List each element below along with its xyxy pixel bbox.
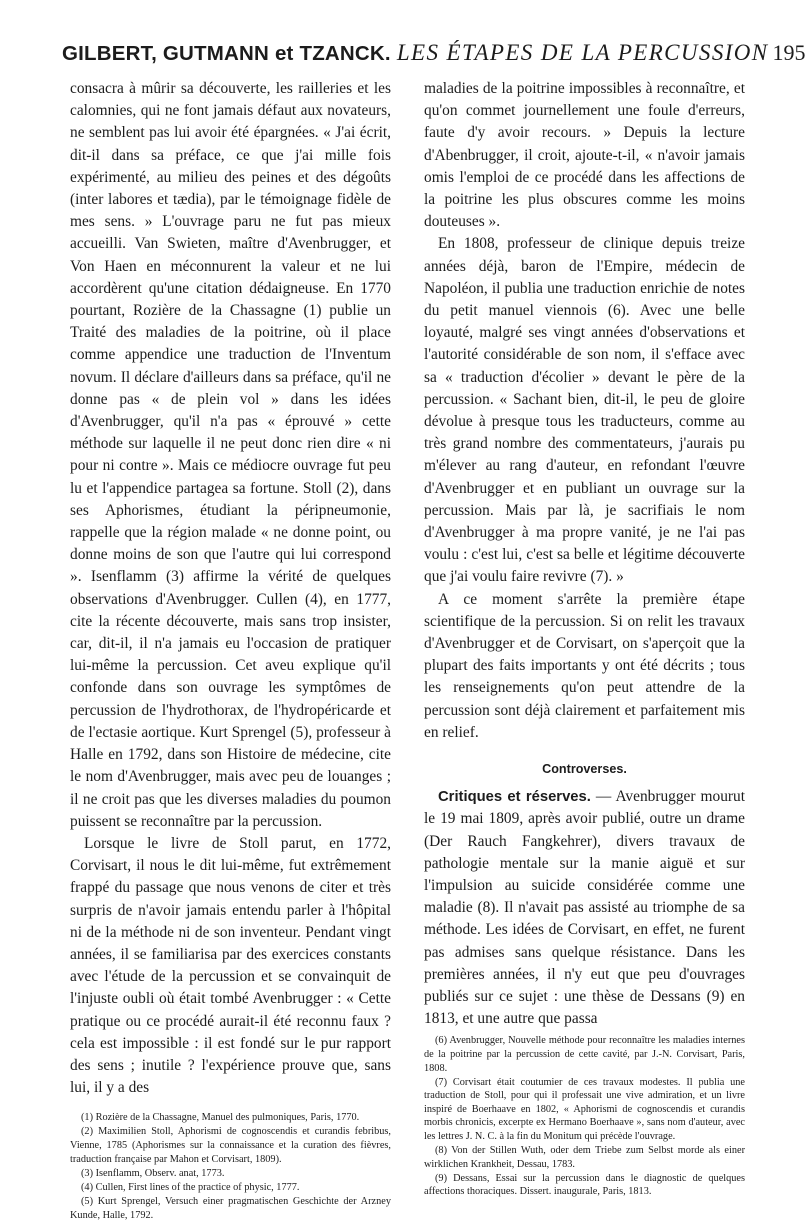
footnote-7: (7) Corvisart était coutumier de ces travaux modestes. Il publia une traduction de Stoll, pour qui il professait une vive admiration, et un livre inspiré de Boerhaave en 1802, « Aphorismi de cognoscendis et curandis morbis chronicis, excerpte ex Hermano Boerhaave », sans nom d'auteur, avec les lettres J. N. C. à la fin du Monitum qui précède l'ouvrage.: [424, 1076, 745, 1142]
running-header: [62, 40, 806, 74]
footnote-8: (8) Von der Stillen Wuth, oder dem Triebe zum Selbst morde als einer wirklichen Krankheit, Dessau, 1783.: [424, 1145, 745, 1170]
subsection-paragraph: [424, 786, 745, 1030]
subsection-body: [424, 786, 745, 1030]
subsection-runin: Critiques et réserves.: [438, 789, 591, 806]
footnote-3: (3) Isenflamm, Observ. anat, 1773.: [81, 1167, 225, 1179]
footnote-6: (6) Avenbrugger, Nouvelle méthode pour reconnaître les maladies internes de la poitrine par la percussion de cette cavité, par J.-N. Corvisart, Paris, 1808.: [424, 1035, 745, 1074]
right-paragraph-3: A ce moment s'arrête la première étape scientifique de la percussion. Si on relit les travaux d'Avenbrugger et de Corvisart, on s'aperçoit que la plupart des faits importants y ont été décrits ; tous les renseignements qu'on peut attendre de la percussion sont déjà clairement et parfaitement mis en relief.: [424, 590, 745, 741]
left-paragraph-1: consacra à mûrir sa découverte, les railleries et les calomnies, qui ne font jamais défaut aux novateurs, ne semblent pas lui avoir été épargnées. « J'ai écrit, dit-il dans sa préface, ce que j'ai mille fois expérimenté, au milieu des peines et des dégoûts (inter labores et tædia), par le témoignage fidèle de mes sens. » L'ouvrage paru ne fut pas mieux accueilli. Van Swieten, maître d'Avenbrugger, et Von Haen en méconnurent la valeur et ne lui accordèrent qu'une citation dédaigneuse. En 1770 pourtant, Rozière de la Chassagne (1) publie un Traité des maladies de la poitrine, où il place comme appendice une traduction de l'Inventum novum. Il déclare d'ailleurs dans sa préface, qu'il ne donne pas « de plein vol » dans les idées d'Avenbrugger, qu'il n'a pas « éprouvé » cette méthode sur laquelle il ne peut donc rien dire « ni pour ni contre ». Mais ce médiocre ouvrage fut peu lu et l'appendice partagea sa fortune. Stoll (2), dans ses Aphorismes, étudiant la péripneumonie, rappelle que la région malade « ne donne point, ou donne moins de son que l'autre qui lui correspond ». Isenflamm (3) affirme la vérité de quelques observations d'Avenbrugger. Cullen (4), en 1777, cite la récente découverte, mais sans trop insister, car, dit-il, il n'a jamais eu l'occasion de pratiquer lui-même la percussion. Cet aveu explique qu'il confonde dans son ouvrage les symptômes de percussion de l'hydrothorax, de l'hydropéricarde et de l'ectasie aortique. Kurt Sprengel (5), professeur à Halle en 1792, dans son Histoire de médecine, cite le nom d'Avenbrugger, mais avec peu de louanges ; il ne croit pas que les diverses maladies du poumon puissent se reconnaître par la percussion.: [70, 80, 391, 830]
left-paragraph-2: Lorsque le livre de Stoll parut, en 1772, Corvisart, il nous le dit lui-même, fut extrêmement frappé du passage que nous venons de citer et très surpris de n'avoir jamais entendu parler à l'hôpital ni de la méthode ni de son inventeur. Pendant vingt années, il se familiarisa par des exercices constants avec l'étude de la percussion et se convainquit de l'injuste oubli où était tombé Avenbrugger : « Cette pratique ou ce procédé aurait-il été reconnu faux ? cela est impossible : il est fondé sur le pur rapport des sens ; inutile ? l'expérience prouve que, sans lui, il y a des: [70, 834, 391, 1097]
header-authors: GILBERT, GUTMANN et TZANCK.: [62, 42, 391, 65]
page-number: 195: [772, 40, 806, 65]
right-footnotes: [424, 1034, 745, 1199]
right-body: [424, 78, 745, 744]
section-heading: Controverses.: [542, 762, 627, 777]
footnote-4: (4) Cullen, First lines of the practice of physic, 1777.: [81, 1181, 300, 1193]
footnote-9: (9) Dessans, Essai sur la percussion dans le diagnostic de quelques affections thoraciques. Dissert. inaugurale, Paris, 1813.: [424, 1172, 745, 1198]
header-title: LES ÉTAPES DE LA PERCUSSION: [396, 40, 769, 65]
right-column: [424, 78, 745, 1199]
left-column: [70, 78, 391, 1223]
footnote-5: (5) Kurt Sprengel, Versuch einer pragmatischen Geschichte der Arzney Kunde, Halle, 1792.: [70, 1195, 391, 1221]
right-paragraph-1: maladies de la poitrine impossibles à reconnaître, et qu'on commet journellement une foule d'erreurs, faute d'y avoir recours. » Depuis la lecture d'Abenbrugger, il croit, ajoute-t-il, « n'avoir jamais omis l'emploi de ce procédé dans les affections de la poitrine les plus obscures comme les moins douteuses ».: [424, 80, 745, 231]
left-footnotes: [70, 1111, 391, 1222]
left-body: [70, 78, 391, 1099]
right-paragraph-2: En 1808, professeur de clinique depuis treize années déjà, baron de l'Empire, médecin de Napoléon, il publia une traduction enrichie de notes du petit manuel viennois (6). Avec une belle loyauté, malgré ses vingt années d'observations et l'autorité considérable de son nom, il s'efface avec sa « traduction d'écolier » devant le père de la percussion. « Sachant bien, dit-il, le peu de gloire dévolue à presque tous les traducteurs, comme au très grand nombre des commentateurs, j'aurais pu m'élever au rang d'auteur, en refondant l'œuvre d'Avenbrugger et en publiant un ouvrage sur la percussion. Mais par là, je sacrifiais le nom d'Avenbrugger à ma propre vanité, je ne l'ai pas voulu : c'est lui, c'est sa belle et légitime découverte que j'ai voulu faire revivre (7). »: [424, 235, 745, 586]
footnote-1: (1) Rozière de la Chassagne, Manuel des pulmoniques, Paris, 1770.: [81, 1112, 360, 1124]
subsection-text: — Avenbrugger mourut le 19 mai 1809, après avoir publié, outre un drame (Der Rauch Fangkehrer), divers travaux de pathologie mentale sur la manie aiguë et sur l'impulsion au suicide considérée comme une maladie (8). Il n'avait pas assisté au triomphe de sa méthode. Les idées de Corvisart, en effet, ne furent pas admises sans quelque résistance. Dans les premières années, il n'y eut que peu d'ouvrages publiés sur ce sujet : une thèse de Dessans (9) en 1813, et une autre que passa: [424, 788, 745, 1028]
footnote-2: (2) Maximilien Stoll, Aphorismi de cognoscendis et curandis febribus, Vienne, 1785 (Aphorismes sur la connaissance et la curation des fièvres, traduction française par Mahon et Corvisart, 1809).: [70, 1126, 391, 1165]
